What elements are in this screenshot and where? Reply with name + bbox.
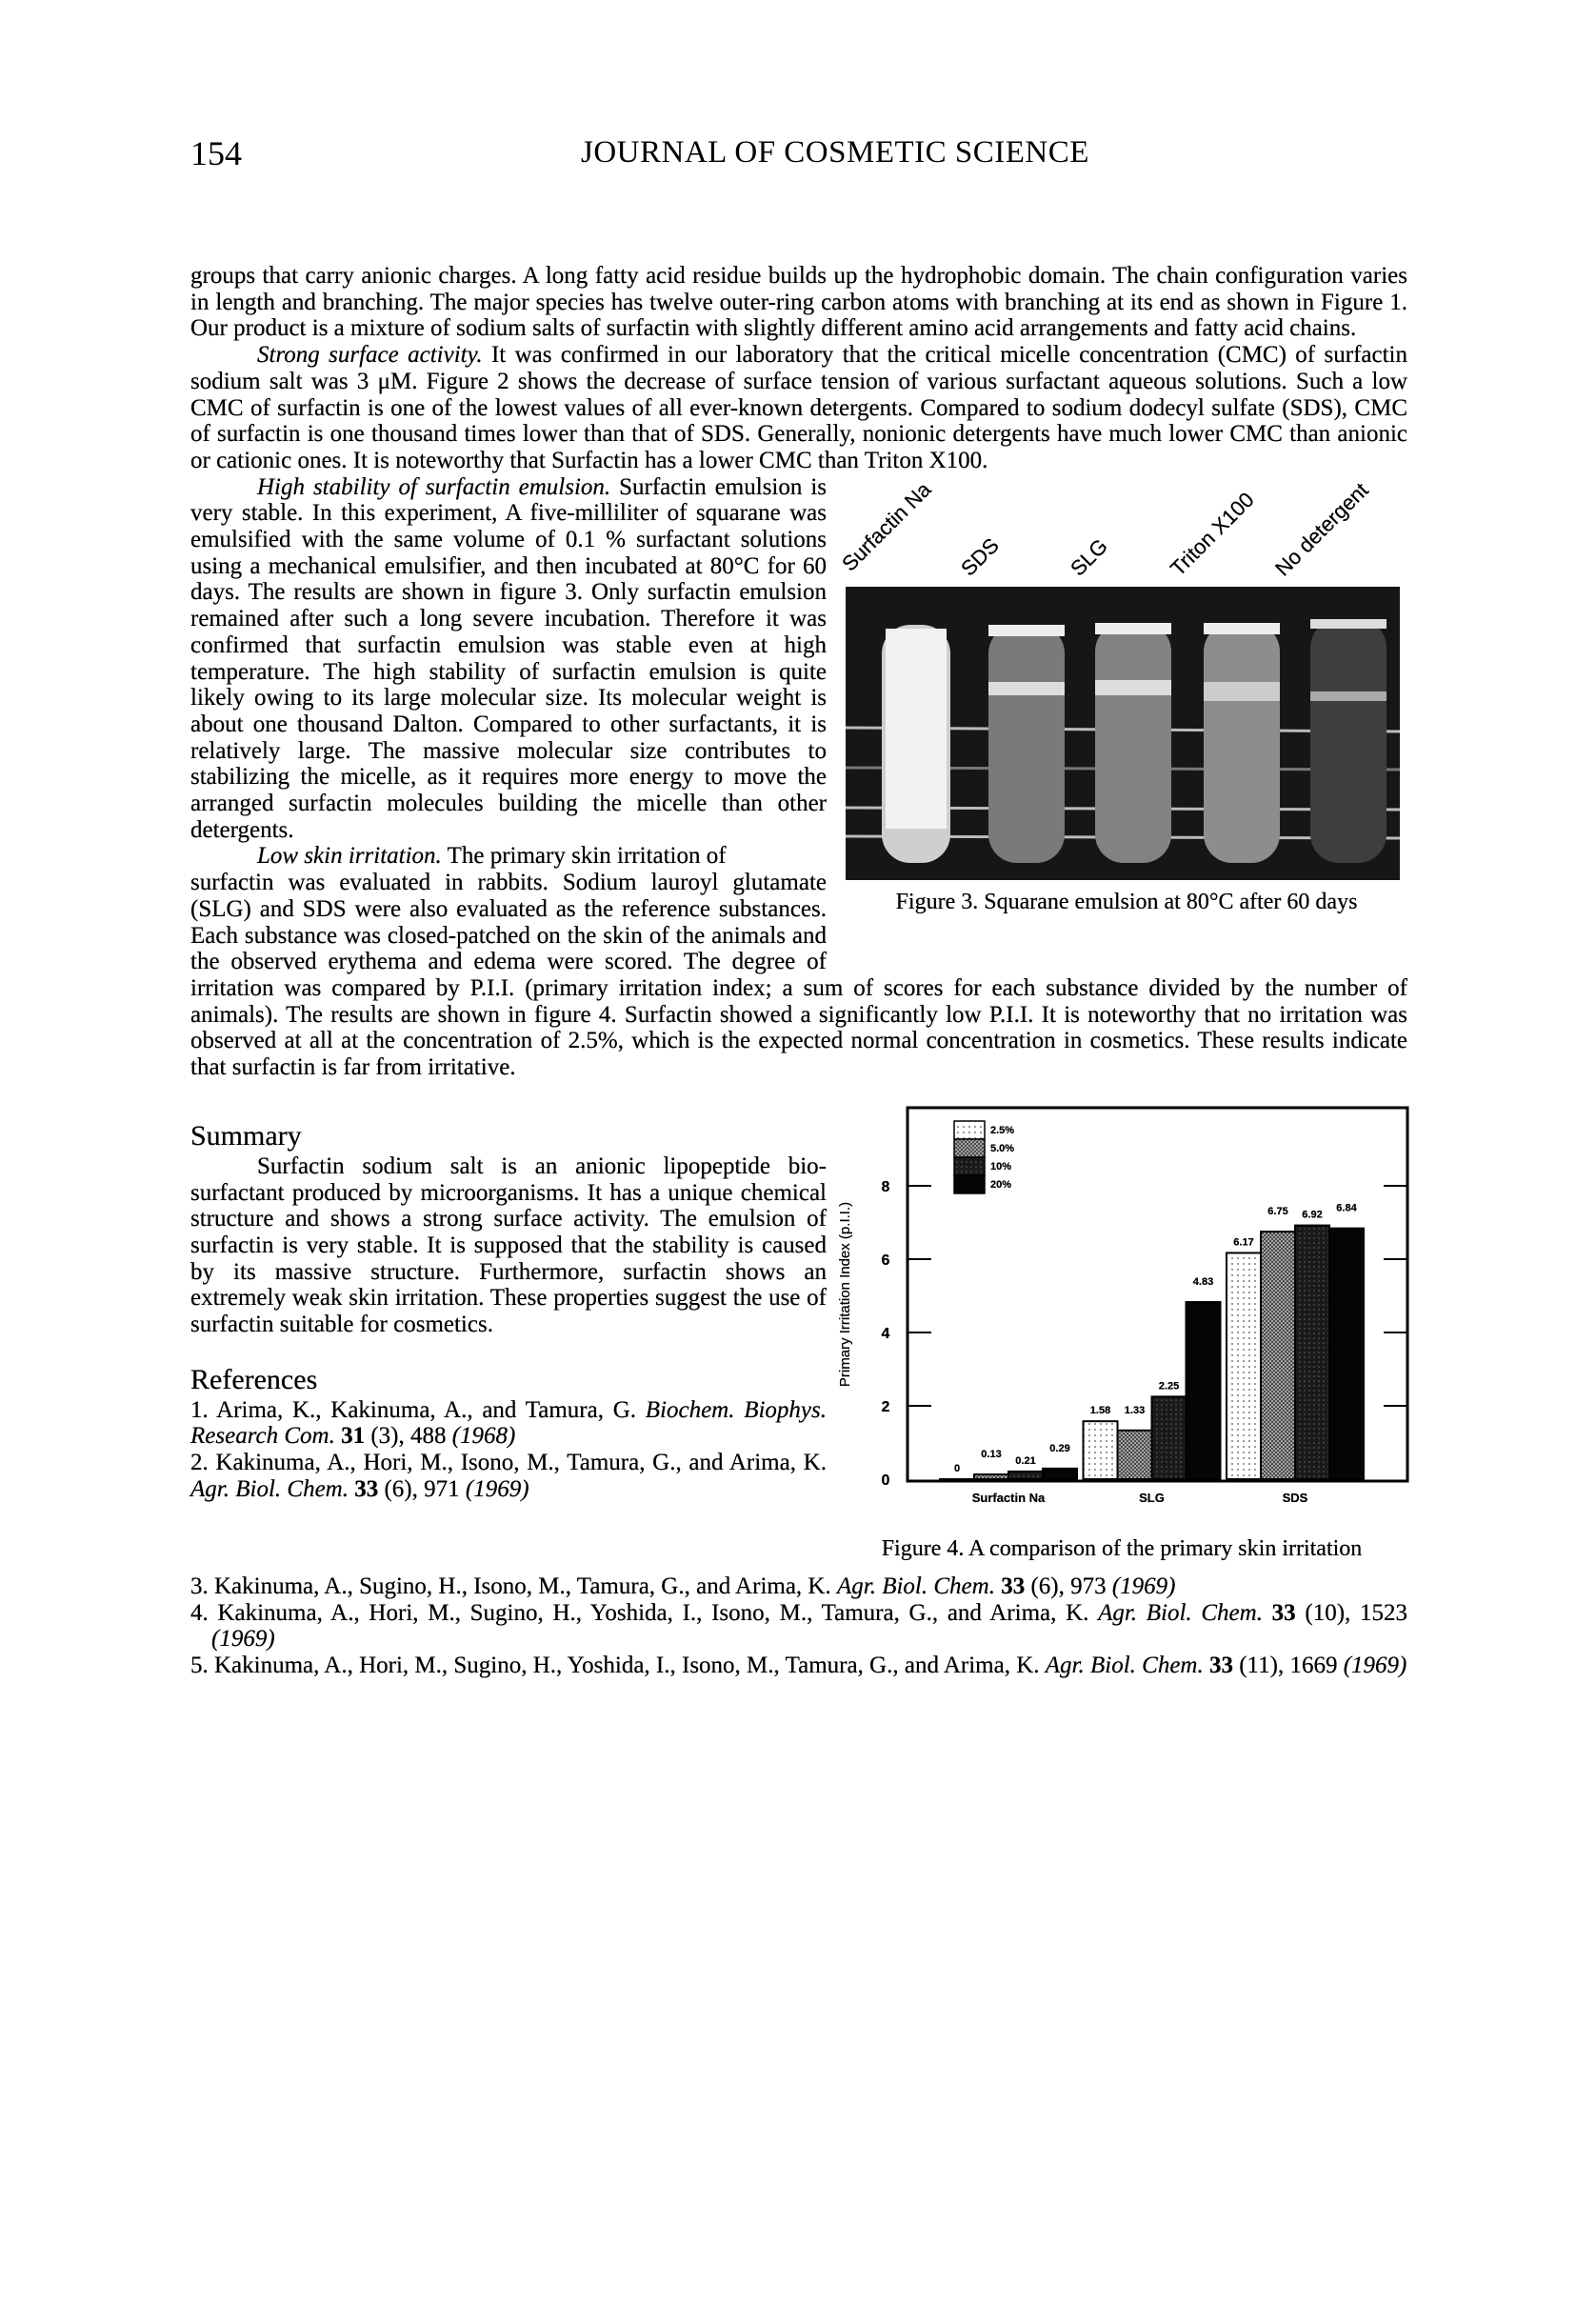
bar-slg-2.5% <box>1084 1421 1118 1479</box>
bar-sds-5.0% <box>1261 1232 1295 1479</box>
paragraph-text: Surfactin emulsion is very stable. In this experiment, A five-milliliter of squarane was emulsified with the same volume of 0.1 % surfactant solutions using a mechanical emulsifier, and then incubated at 80°C for 60 days. The results are shown in figure 3. Only surfactin emulsion remained after such a long severe incubation. Therefore it was confirmed that surfactin emulsion was stable even at high temperature. The high stability of surfactin emulsion is quite likely owing to its large molecular size. Its molecular weight is about one thousand Dalton. Compared to other surfactants, it is relatively large. The massive molecular size contributes to stabilizing the micelle, as it requires more energy to move the arranged surfactin molecules building the micelle than other detergents. <box>190 473 827 843</box>
reference-item: 1. Arima, K., Kakinuma, A., and Tamura, G. Biochem. Biophys. Research Com. 31 (3), 488 (1968) <box>190 1396 827 1450</box>
reference-item: 5. Kakinuma, A., Hori, M., Sugino, H., Yoshida, I., Isono, M., Tamura, G., and Arima, K. Agr. Biol. Chem. 33 (11), 1669 (1969) <box>190 1652 1407 1678</box>
bar-sds-20% <box>1329 1228 1364 1478</box>
y-tick-label: 0 <box>881 1472 890 1489</box>
legend-label: 5.0% <box>990 1142 1015 1154</box>
bar-value-label: 6.84 <box>1336 1202 1357 1214</box>
paragraph-surface-activity <box>190 342 1407 474</box>
legend-swatch-5.0% <box>954 1139 985 1157</box>
references-heading: References <box>190 1363 318 1395</box>
category-label: Surfactin Na <box>971 1490 1046 1505</box>
y-tick-label: 8 <box>881 1178 890 1195</box>
figure-3 <box>837 474 1407 951</box>
bar-sds-2.5% <box>1227 1252 1261 1479</box>
paragraph-text: It was confirmed in our laboratory that the critical micelle concentration (CMC) of surfactin sodium salt was 3 μM. Figure 2 shows the decrease of surface tension of various surfactant aqueous solutions. Such a low CMC of surfactin is one of the lowest values of all ever-known detergents. Compared to sodium dodecyl sulfate (SDS), CMC of surfactin is one thousand times lower than that of SDS. Generally, nonionic detergents have much lower CMC than anionic or cationic ones. It is noteworthy that Surfactin has a lower CMC than Triton X100. <box>190 342 1407 473</box>
reference-item: 2. Kakinuma, A., Hori, M., Isono, M., Tamura, G., and Arima, K. Agr. Biol. Chem. 33 (6), 971 (1969) <box>190 1450 827 1502</box>
page-number: 154 <box>190 134 242 172</box>
y-tick-label: 4 <box>881 1325 890 1342</box>
tube-slg <box>1095 623 1171 863</box>
bar-surfactin-na-2.5% <box>940 1479 974 1480</box>
bar-value-label: 1.33 <box>1124 1404 1146 1416</box>
reference-item: 3. Kakinuma, A., Sugino, H., Isono, M., Tamura, G., and Arima, K. Agr. Biol. Chem. 33 (6), 973 (1969) <box>190 1573 1176 1599</box>
bar-value-label: 0 <box>953 1462 961 1474</box>
legend-label: 10% <box>990 1160 1012 1172</box>
tube-no-detergent <box>1310 619 1387 863</box>
paragraph-text: surfactin was evaluated in rabbits. Sodium lauroyl glutamate (SLG) and SDS were also evaluated as the reference substances. Each substance was closed-patched on the skin of the animals and the observed erythema and edema were scored. The degree of irritation was compared by P.I.I. (primary irritation index; a sum of scores for each substance divided by the number of animals). The results are shown in figure 4. Surfactin showed a significantly low P.I.I. It is noteworthy that no irritation was observed at all at the concentration of 2.5%, which is the expected normal concentration in cosmetics. These results indicate that surfactin is far from irritative. <box>190 870 1407 1081</box>
tube-label: SLG <box>1066 533 1112 581</box>
bar-value-label: 0.13 <box>981 1448 1002 1460</box>
tube-sds <box>988 625 1065 863</box>
bar-value-label: 0.21 <box>1015 1454 1036 1467</box>
emulsion-photo <box>846 587 1400 880</box>
bar-slg-20% <box>1187 1302 1221 1479</box>
bar-value-label: 2.25 <box>1158 1380 1180 1392</box>
paragraph-lead: High stability of surfactin emulsion. <box>257 473 611 500</box>
figure-4-caption: Figure 4. A comparison of the primary skin irritation <box>881 1535 1363 1561</box>
summary-and-references <box>190 1121 1407 1679</box>
irritation-bar-chart <box>836 1108 1407 1517</box>
category-label: SDS <box>1282 1490 1308 1505</box>
bar-sds-10% <box>1295 1225 1329 1478</box>
legend-swatch-10% <box>954 1157 985 1175</box>
paragraph: groups that carry anionic charges. A long fatty acid residue builds up the hydrophobic domain. The chain configuration varies in length and branching. The major species has twelve outer-ring carbon atoms with branching at its end as shown in Figure 1. Our product is a mixture of sodium salts of surfactin with slightly different amino acid arrangements and fatty acid chains. <box>190 263 1407 342</box>
bar-value-label: 6.92 <box>1302 1209 1323 1221</box>
bar-value-label: 1.58 <box>1089 1404 1111 1416</box>
y-tick-label: 6 <box>881 1252 890 1269</box>
figure-3-caption: Figure 3. Squarane emulsion at 80°C after 60 days <box>895 889 1358 914</box>
bar-surfactin-na-10% <box>1008 1472 1043 1479</box>
y-tick-label: 2 <box>881 1398 890 1415</box>
legend-label: 2.5% <box>990 1124 1015 1136</box>
legend-swatch-2.5% <box>954 1121 985 1139</box>
summary-heading: Summary <box>190 1119 302 1152</box>
bar-value-label: 6.75 <box>1267 1205 1288 1217</box>
body-text <box>190 263 1407 1679</box>
category-label: SLG <box>1139 1490 1165 1505</box>
reference-item: 4. Kakinuma, A., Hori, M., Sugino, H., Yoshida, I., Isono, M., Tamura, G., and Arima, K. Agr. Biol. Chem. 33 (10), 1523 (1969) <box>190 1599 1408 1653</box>
bar-surfactin-na-5.0% <box>974 1474 1008 1479</box>
paragraph-lead: Strong surface activity. <box>257 342 483 369</box>
tube-label: SDS <box>956 532 1004 581</box>
legend-swatch-20% <box>954 1175 985 1193</box>
y-axis-label: Primary Irritation Index (p.I.I.) <box>837 1201 853 1387</box>
bar-slg-10% <box>1152 1396 1187 1479</box>
tube-label: Triton X100 <box>1166 487 1259 581</box>
bar-value-label: 4.83 <box>1192 1275 1214 1288</box>
bar-slg-5.0% <box>1118 1431 1152 1479</box>
paragraph-lead: Low skin irritation. <box>257 843 442 870</box>
bar-value-label: 6.17 <box>1233 1236 1254 1249</box>
running-title: JOURNAL OF COSMETIC SCIENCE <box>581 135 1089 170</box>
figure-4 <box>836 1121 1407 1573</box>
paragraph-text: The primary skin irritation of <box>441 843 727 870</box>
summary-text: Surfactin sodium salt is an anionic lipopeptide bio-surfactant produced by microorganisms. It has a unique chemical structure and shows a strong surface activity. The emulsion of surfactin is very stable. It is supposed that the stability is caused by its massive structure. Furthermore, surfactin shows an extremely weak skin irritation. These properties suggest the use of surfactin suitable for cosmetics. <box>190 1152 827 1338</box>
bar-value-label: 0.29 <box>1049 1442 1070 1454</box>
bar-surfactin-na-20% <box>1043 1469 1077 1479</box>
tube-label: No detergent <box>1270 477 1373 581</box>
tube-label: Surfactin Na <box>837 476 936 576</box>
tube-triton <box>1204 623 1280 863</box>
legend-label: 20% <box>990 1178 1012 1191</box>
